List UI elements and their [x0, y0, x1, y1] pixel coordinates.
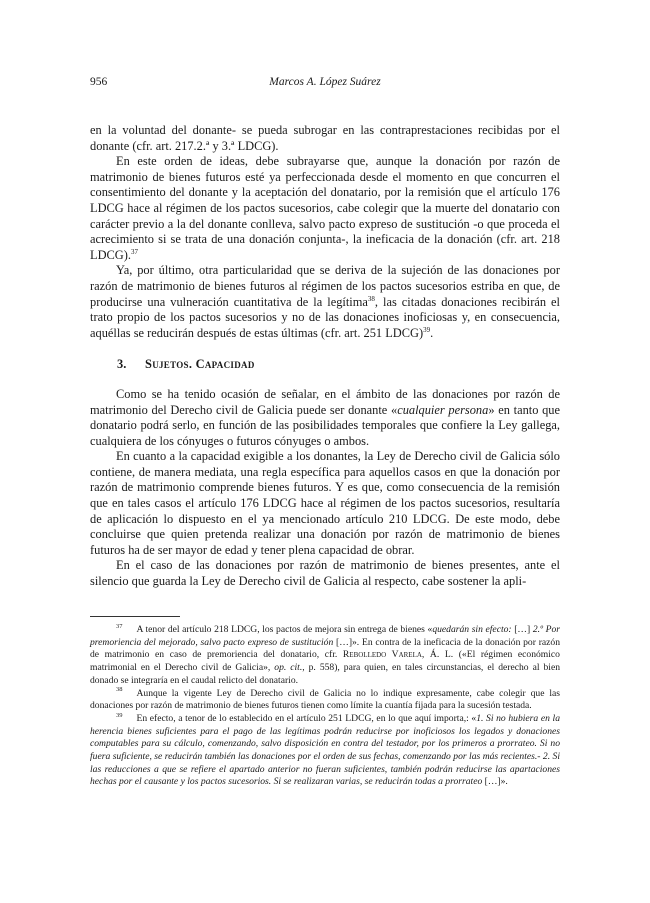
- section-heading: [90, 357, 560, 373]
- section-number: 3.: [117, 357, 127, 372]
- footnote-reference[interactable]: 39: [423, 325, 431, 334]
- running-head-author: Marcos A. López Suárez: [269, 76, 381, 88]
- footnote-number: 38: [116, 686, 123, 694]
- footnote-number: 37: [116, 622, 123, 630]
- section-title: Sujetos. Capacidad: [145, 357, 255, 372]
- cited-author: Rebolledo Varela: [342, 649, 422, 661]
- footnote-number: 39: [116, 711, 123, 719]
- footnote-reference[interactable]: 38: [367, 294, 375, 303]
- paragraph: Como se ha tenido ocasión de señalar, en el ámbito de las donaciones por razón de matrimonio del Derecho civil de Galicia puede ser donante «cualquier persona» en tanto que donatario podrá serlo, en función de las posibilidades temporales que confiere la Ley gallega, cualquiera de los cónyuges o futuros cónyuges o ambos.: [90, 386, 560, 448]
- paragraph: En el caso de las donaciones por razón de matrimonio de bienes presentes, ante el silencio que guarda la Ley de Derecho civil de Galicia al respecto, cabe sostener la apli-: [90, 558, 560, 589]
- footnote-39: $^{39}$ En efecto, a tenor de lo establecido en el artículo 251 LDCG, en lo que aquí importa,: «1. Si no hubiera en la herencia bienes suficientes para el pago de las legítimas podrán reducirse por inoficiosos los legados y donaciones computables para su cálculo, comenzando, salvo disposición en contra del testador, por los primeros a prorrateo. Si no fuera suficiente, se reducirán también las donaciones por el orden de sus fechas, comenzando por las más recientes.- 2. Si las reducciones a que se refiere el apartado anterior no fueran suficientes, también podrán reducirse las apartaciones hechas por el causante y los pactos sucesorios. Si se realizaran varias, se reducirán todas a prorrateo […]».: [90, 711, 560, 788]
- footnotes: [90, 624, 560, 789]
- footnote-reference[interactable]: 37: [130, 247, 138, 256]
- paragraph: En cuanto a la capacidad exigible a los donantes, la Ley de Derecho civil de Galicia sólo contiene, de manera mediata, una regla específica para aquellos casos en que la donación por razón de matrimonio comprende bienes futuros. Y es que, como consecuencia de la remisión que en tales casos el artículo 176 LDCG hace al régimen de los pactos sucesorios, resultaría de aplicación lo dispuesto en el ya mencionado artículo 210 LDCG. De este modo, debe concluirse que quien pretenda realizar una donación por razón de matrimonio de bienes futuros ha de ser mayor de edad y tener plena capacidad de obrar.: [90, 449, 560, 557]
- page-number: 956: [90, 76, 108, 88]
- footnote-38: $^{38}$ Aunque la vigente Ley de Derecho civil de Galicia no lo indique expresamente, cabe colegir que las donaciones por razón de matrimonio de bienes futuros tienen como límite la cuantía fijada para la sucesión testada.: [90, 686, 560, 712]
- footnote-divider: [90, 616, 180, 617]
- main-text: [90, 123, 560, 590]
- paragraph: en la voluntad del donante- se pueda subrogar en las contraprestaciones recibidas por el donante (cfr. art. 217.2.ª y 3.ª LDCG).: [90, 123, 560, 153]
- footnote-37: $^{37}$ A tenor del artículo 218 LDCG, los pactos de mejora sin entrega de bienes «quedarán sin efecto: […] 2.º Por premoriencia del mejorado, salvo pacto expreso de sustitución […]». En contra de la ineficacia de la donación por razón de matrimonio en caso de premoriencia del donatario, cfr. Rebolledo Varela, Á. L. («El régimen económico matrimonial en el Derecho civil de Galicia», op. cit., p. 558), para quien, en tales circunstancias, el derecho al bien donado se integraría en el caudal relicto del donatario.: [90, 622, 561, 686]
- paragraph: En este orden de ideas, debe subrayarse que, aunque la donación por razón de matrimonio de bienes futuros esté ya perfeccionada desde el momento en que concurren el consentimiento del donante y la aceptación del donatario, por la remisión que el artículo 176 LDCG hace al régimen de los pactos sucesorios, cabe colegir que la muerte del donatario con carácter previo a la del donante conlleva, salvo pacto expreso de sustitución -o que proceda el acrecimiento si se trata de una donación conjunta-, la ineficacia de la donación (cfr. art. 218 LDCG).$^{37}$: [90, 154, 560, 262]
- running-header: [90, 76, 560, 92]
- paragraph: Ya, por último, otra particularidad que se deriva de la sujeción de las donaciones por razón de matrimonio de bienes futuros al régimen de los pactos sucesorios estriba en que, de producirse una vulneración cuantitativa de la legítima$^{38}$, las citadas donaciones recibirán el trato propio de los pactos sucesorios y no de las donaciones inoficiosas y, en consecuencia, aquéllas se reducirán después de estas últimas (cfr. art. 251 LDCG)$^{39}$.: [90, 263, 561, 340]
